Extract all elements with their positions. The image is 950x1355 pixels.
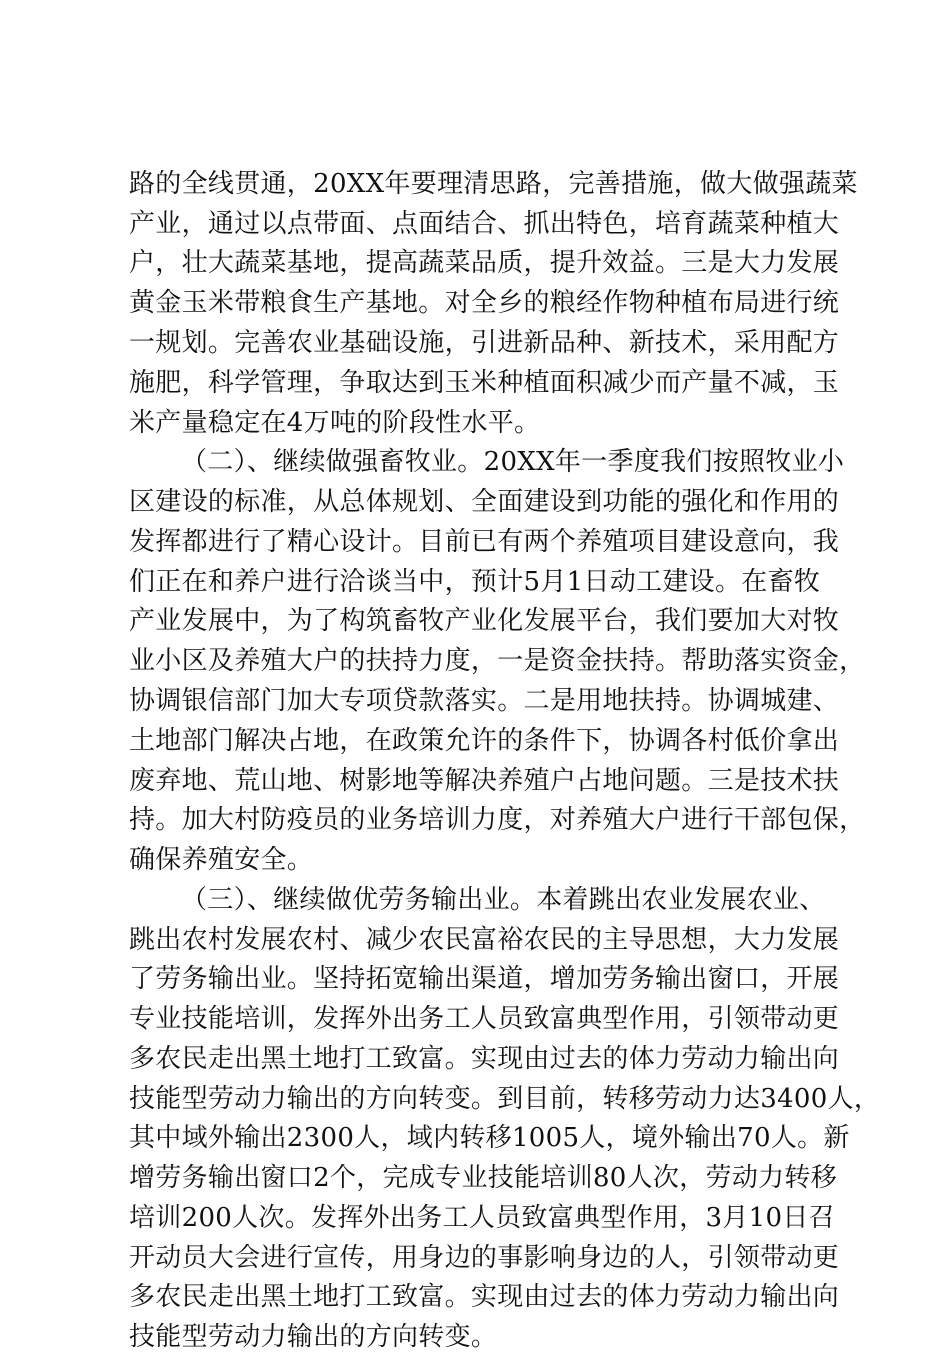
body-text-line: 了劳务输出业。坚持拓宽输出渠道，增加劳务输出窗口，开展 (129, 964, 840, 994)
body-text-line: 们正在和养户进行洽谈当中，预计5月1日动工建设。在畜牧 (129, 567, 821, 597)
body-text-line: 区建设的标准，从总体规划、全面建设到功能的强化和作用的 (129, 487, 840, 517)
body-text-line: 产业发展中，为了构筑畜牧产业化发展平台，我们要加大对牧 (129, 606, 840, 636)
section-heading-line: （二）、继续做强畜牧业。20XX年一季度我们按照牧业小 (181, 447, 845, 477)
body-text-line: 施肥，科学管理，争取达到玉米种植面积减少而产量不减，玉 (129, 368, 840, 398)
body-text-line: 废弃地、荒山地、树影地等解决养殖户占地问题。三是技术扶 (129, 766, 840, 796)
body-text-line: 黄金玉米带粮食生产基地。对全乡的粮经作物种植布局进行统 (129, 288, 840, 318)
body-text-line: 技能型劳动力输出的方向转变。到目前，转移劳动力达3400人， (129, 1084, 881, 1114)
body-text-line: 持。加大村防疫员的业务培训力度，对养殖大户进行干部包保， (129, 805, 866, 835)
body-text-line: 多农民走出黑土地打工致富。实现由过去的体力劳动力输出向 (129, 1282, 840, 1312)
body-text-line: 其中域外输出2300人，域内转移1005人，境外输出70人。新 (129, 1123, 850, 1153)
body-text-line: 一规划。完善农业基础设施，引进新品种、新技术，采用配方 (129, 328, 840, 358)
section-heading-line: （三）、继续做优劳务输出业。本着跳出农业发展农业、 (181, 885, 826, 915)
body-text-line: 户，壮大蔬菜基地，提高蔬菜品质，提升效益。三是大力发展 (129, 248, 840, 278)
body-text-line: 技能型劳动力输出的方向转变。 (129, 1322, 498, 1352)
body-text-line: 发挥都进行了精心设计。目前已有两个养殖项目建设意向，我 (129, 527, 840, 557)
body-text-line: 培训200人次。发挥外出务工人员致富典型作用，3月10日召 (129, 1203, 835, 1233)
body-text-line: 米产量稳定在4万吨的阶段性水平。 (129, 408, 541, 438)
body-text-line: 产业，通过以点带面、点面结合、抓出特色，培育蔬菜种植大 (129, 209, 840, 239)
body-text-line: 确保养殖安全。 (129, 845, 314, 875)
body-text-line: 路的全线贯通，20XX年要理清思路，完善措施，做大做强蔬菜 (129, 169, 858, 199)
body-text-line: 跳出农村发展农村、减少农民富裕农民的主导思想，大力发展 (129, 925, 840, 955)
body-text-line: 土地部门解决占地，在政策允许的条件下，协调各村低价拿出 (129, 726, 840, 756)
body-text-line: 开动员大会进行宣传，用身边的事影响身边的人，引领带动更 (129, 1243, 840, 1273)
body-text-line: 多农民走出黑土地打工致富。实现由过去的体力劳动力输出向 (129, 1044, 840, 1074)
body-text-line: 业小区及养殖大户的扶持力度，一是资金扶持。帮助落实资金， (129, 646, 866, 676)
body-text-line: 专业技能培训，发挥外出务工人员致富典型作用，引领带动更 (129, 1004, 840, 1034)
body-text-line: 协调银信部门加大专项贷款落实。二是用地扶持。协调城建、 (129, 686, 840, 716)
body-text-line: 增劳务输出窗口2个，完成专业技能培训80人次，劳动力转移 (129, 1163, 838, 1193)
